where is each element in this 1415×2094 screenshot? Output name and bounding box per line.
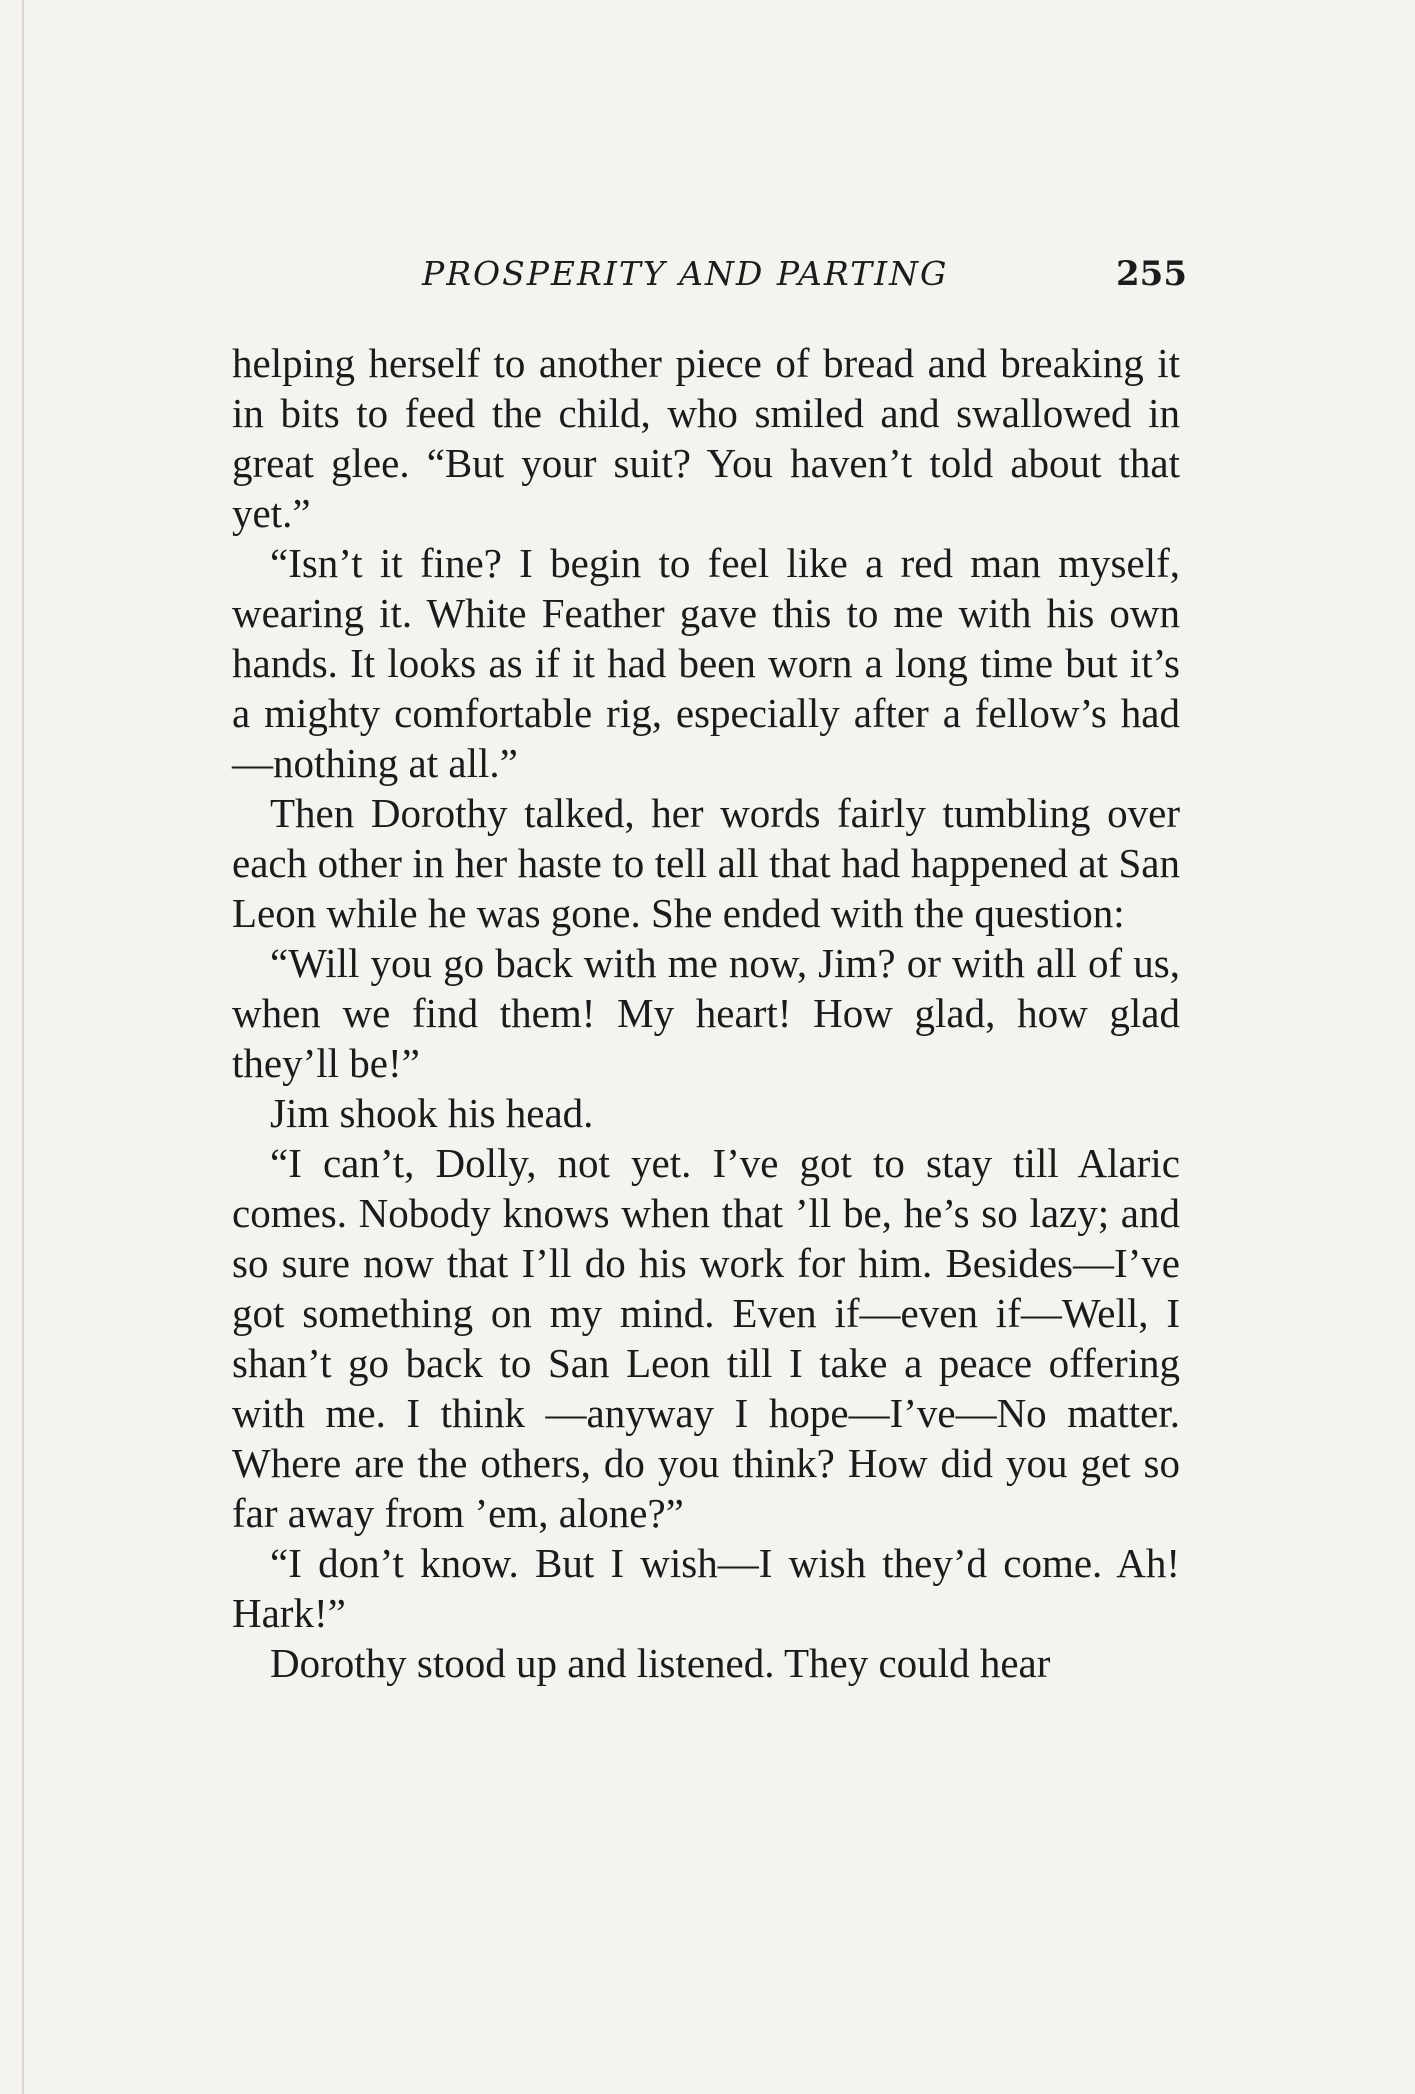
body-text [232, 338, 1180, 1688]
paragraph-8: Dorothy stood up and listened. They could hear [270, 1640, 1051, 1686]
running-title: PROSPERITY AND PARTING [422, 254, 949, 293]
paragraph-1: helping herself to another piece of bread and breaking it in bits to feed the child, who smiled and swallowed in great glee. “But your suit? You haven’t told about that yet.” [232, 340, 1180, 536]
paragraph-5: Jim shook his head. [270, 1090, 594, 1136]
paragraph-6: “I can’t, Dolly, not yet. I’ve got to stay till Alaric comes. Nobody knows when that ’ll be, he’s so lazy; and so sure now that I’ll do his work for him. Besides—I’ve got something on my mind. Even if—even if—Well, I shan’t go back to San Leon till I take a peace offering with me. I think —anyway I hope—I’ve—No matter. Where are the others, do you think? How did you get so far away from ’em, alone?” [232, 1140, 1180, 1536]
page-edge-shadow [22, 0, 24, 2094]
paragraph-2: “Isn’t it fine? I begin to feel like a red man myself, wearing it. White Feather gave this to me with his own hands. It looks as if it had been worn a long time but it’s a mighty comfortable rig, especially after a fellow’s had—nothing at all.” [232, 540, 1180, 786]
paragraph-3: Then Dorothy talked, her words fairly tumbling over each other in her haste to tell all that had happened at San Leon while he was gone. She ended with the question: [232, 790, 1180, 936]
paragraph-4: “Will you go back with me now, Jim? or with all of us, when we find them! My heart! How glad, how glad they’ll be!” [232, 940, 1180, 1086]
page-number: 255 [1116, 254, 1187, 294]
running-head [232, 250, 1187, 300]
paragraph-7: “I don’t know. But I wish—I wish they’d come. Ah! Hark!” [232, 1540, 1180, 1636]
